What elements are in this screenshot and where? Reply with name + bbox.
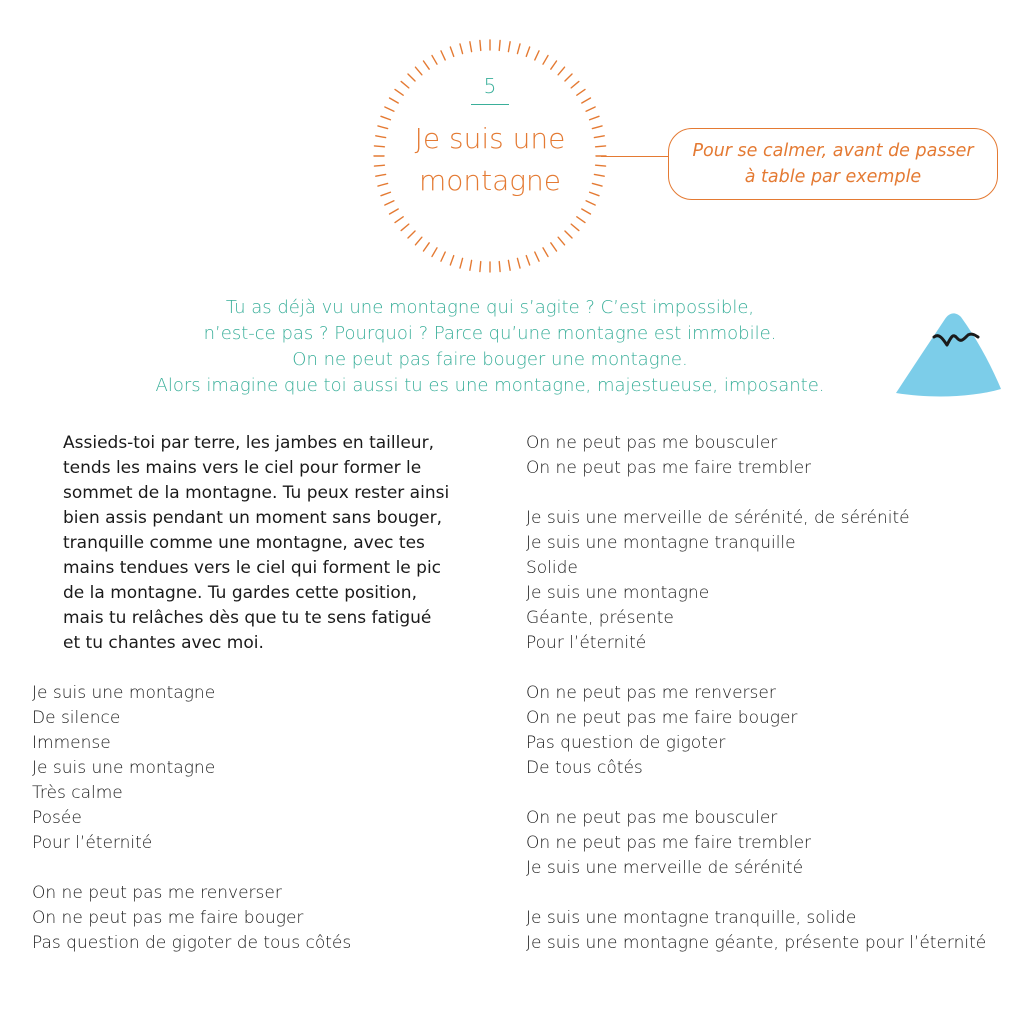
stanza-gap (526, 881, 1016, 906)
lyric-line: Je suis une montagne (32, 758, 216, 778)
chapter-title (370, 118, 610, 202)
sun-ray-mark (577, 217, 585, 223)
lyric-line: On ne peut pas me bousculer (526, 433, 778, 453)
lyric-line: Très calme (32, 783, 123, 803)
purpose-tag (668, 128, 998, 200)
sun-ray-mark (535, 252, 539, 261)
sun-ray-mark (508, 42, 510, 52)
sun-ray-mark (526, 47, 529, 56)
sun-ray-mark (480, 262, 481, 272)
sun-ray-mark (390, 209, 399, 214)
intro-line: On ne peut pas faire bouger une montagne. (292, 349, 688, 370)
sun-ray-mark (582, 98, 591, 103)
lyric-line: On ne peut pas me faire bouger (32, 908, 304, 928)
stanza-gap (526, 781, 1016, 806)
stanza-gap (526, 656, 1016, 681)
sun-ray-mark (441, 51, 445, 60)
lyric-line: Je suis une montagne (32, 683, 216, 703)
stanza-gap (526, 481, 1016, 506)
instructions-line: tranquille comme une montagne, avec tes (63, 533, 425, 553)
lyric-line: Je suis une merveille de sérénité, de sérénité (526, 508, 910, 528)
lyric-line: On ne peut pas me faire bouger (526, 708, 798, 728)
lyric-line: Je suis une montagne tranquille (526, 533, 796, 553)
sun-ray-mark (450, 47, 453, 56)
instructions-line: et tu chantes avec moi. (63, 633, 264, 653)
lyric-line: De tous côtés (526, 758, 643, 778)
sun-ray-mark (423, 61, 429, 69)
sun-ray-mark (508, 260, 510, 270)
sun-ray-mark (551, 61, 557, 69)
purpose-tag-line: Pour se calmer, avant de passer (692, 141, 974, 161)
intro-paragraph (60, 295, 920, 399)
lyric-line: Posée (32, 808, 82, 828)
lyric-line: On ne peut pas me renverser (526, 683, 776, 703)
sun-ray-mark (526, 256, 529, 265)
lyric-line: Je suis une montagne géante, présente pour l’éternité (526, 933, 987, 953)
sun-ray-mark (415, 237, 421, 245)
mountain-icon (893, 305, 1005, 400)
sun-ray-mark (390, 98, 399, 103)
sun-ray-mark (543, 248, 548, 257)
sun-ray-mark (395, 217, 403, 223)
chapter-title-line: Je suis une (414, 122, 566, 155)
instructions-line: mais tu relâches dès que tu te sens fatigué (63, 608, 432, 628)
sun-ray-mark (470, 42, 472, 52)
sun-ray-mark (571, 224, 579, 230)
song-lyrics-right (526, 431, 1016, 956)
intro-line: Alors imagine que toi aussi tu es une montagne, majestueuse, imposante. (155, 375, 825, 396)
lyric-line: Je suis une montagne (526, 583, 710, 603)
instructions-line: tends les mains vers le ciel pour former le (63, 458, 422, 478)
song-lyrics-left (32, 681, 472, 956)
chapter-badge (370, 36, 610, 276)
sun-ray-mark (385, 107, 394, 111)
sun-ray-mark (470, 260, 472, 270)
sun-ray-mark (558, 237, 564, 245)
intro-line: n’est-ce pas ? Pourquoi ? Parce qu’une montagne est immobile. (203, 323, 777, 344)
instructions-line: Assieds-toi par terre, les jambes en tailleur, (63, 433, 434, 453)
sun-ray-mark (586, 107, 595, 111)
badge-connector-line (601, 156, 669, 157)
chapter-title-line: montagne (418, 164, 562, 197)
instructions-line: sommet de la montagne. Tu peux rester ainsi (63, 483, 450, 503)
sun-ray-mark (582, 209, 591, 214)
sun-ray-mark (432, 248, 437, 257)
sun-ray-mark (408, 231, 415, 238)
sun-ray-mark (499, 40, 500, 50)
chapter-number: 5 (483, 74, 497, 98)
sun-ray-mark (517, 44, 520, 54)
lyric-line: On ne peut pas me renverser (32, 883, 282, 903)
lyric-line: Pas question de gigoter (526, 733, 726, 753)
sun-ray-mark (460, 44, 463, 54)
lyric-line: Pour l’éternité (32, 833, 153, 853)
lyric-line: On ne peut pas me faire trembler (526, 458, 812, 478)
sun-ray-mark (565, 231, 572, 238)
lyric-line: On ne peut pas me faire trembler (526, 833, 812, 853)
lyric-line: Pas question de gigoter de tous côtés (32, 933, 352, 953)
sun-ray-mark (535, 51, 539, 60)
sun-ray-mark (423, 243, 429, 251)
purpose-tag-line: à table par exemple (744, 167, 922, 187)
lyric-line: On ne peut pas me bousculer (526, 808, 778, 828)
instructions-paragraph (63, 431, 473, 656)
lyric-line: Solide (526, 558, 578, 578)
sun-ray-mark (432, 56, 437, 65)
lyric-line: Géante, présente (526, 608, 674, 628)
sun-ray-mark (543, 56, 548, 65)
instructions-line: de la montagne. Tu gardes cette position, (63, 583, 417, 603)
lyric-line: De silence (32, 708, 121, 728)
instructions-line: bien assis pendant un moment sans bouger, (63, 508, 443, 528)
sun-ray-mark (441, 252, 445, 261)
intro-line: Tu as déjà vu une montagne qui s’agite ? C’est impossible, (225, 297, 755, 318)
sun-ray-mark (499, 262, 500, 272)
number-underline (471, 104, 509, 105)
lyric-line: Immense (32, 733, 111, 753)
lyric-line: Je suis une merveille de sérénité (526, 858, 804, 878)
sun-ray-mark (517, 258, 520, 268)
sun-ray-mark (450, 256, 453, 265)
sun-ray-mark (480, 40, 481, 50)
instructions-line: mains tendues vers le ciel qui forment le pic (63, 558, 442, 578)
lyric-line: Je suis une montagne tranquille, solide (526, 908, 857, 928)
sun-ray-mark (460, 258, 463, 268)
stanza-gap (32, 856, 472, 881)
lyric-line: Pour l’éternité (526, 633, 647, 653)
sun-ray-mark (551, 243, 557, 251)
sun-ray-mark (401, 224, 409, 230)
